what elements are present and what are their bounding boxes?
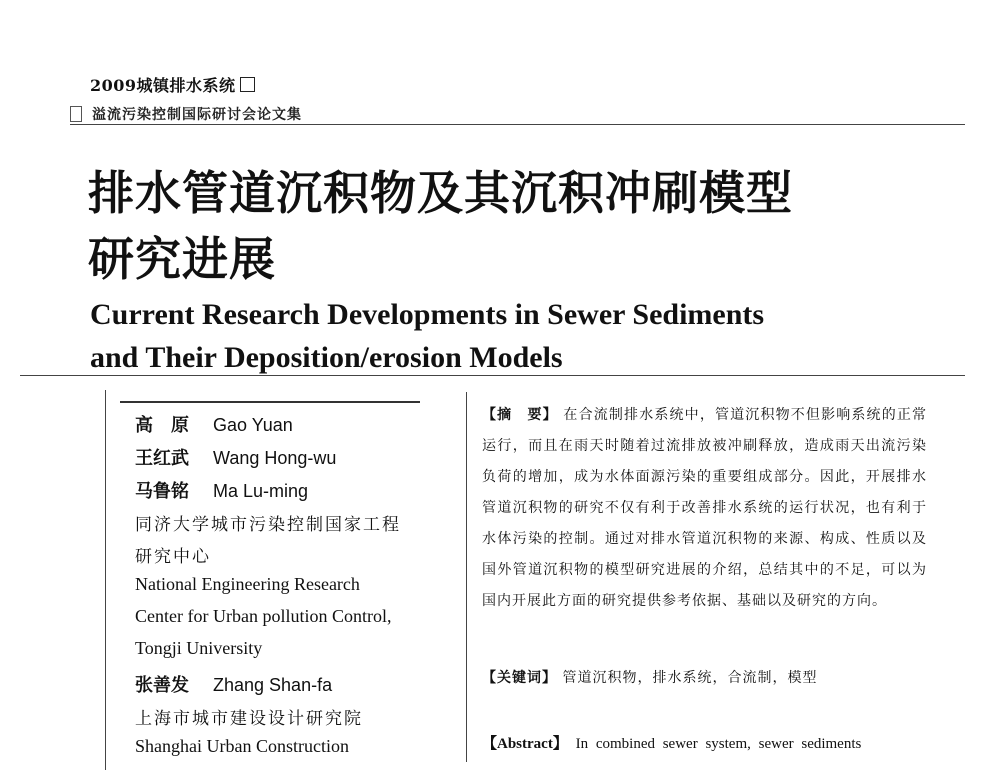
author-1: 高 原 Gao Yuan [135, 415, 293, 436]
author-column-rule [120, 401, 420, 403]
english-abstract [482, 732, 861, 753]
chinese-title-line-2: 研究进展 [88, 232, 276, 286]
affiliation-1-cn-line-1: 同济大学城市污染控制国家工程 [135, 515, 401, 535]
affiliation-2-en: Shanghai Urban Construction [135, 736, 349, 756]
affiliation-1-en-line-1: National Engineering Research [135, 574, 360, 594]
square-box-icon [70, 106, 82, 122]
abstract-text: 在合流制排水系统中，管道沉积物不但影响系统的正常运行，而且在雨天时随着过流排放被冲刷释放，造成雨天出流污染负荷的增加，成为水体面源污染的重要组成部分。因此，开展排水管道沉积物的研究不仅有利于改善排水系统的运行状况，也有利于水体污染的控制。通过对排水管道沉积物的来源、构成、性质以及国外管道沉积物的模型研究进展的介绍，总结其中的不足，可以为国内开展此方面的研究提供参考依据、基础以及研究的方向。 [482, 407, 928, 609]
author-4: 张善发 Zhang Shan-fa [135, 675, 333, 696]
proceedings-subtitle: 溢流污染控制国际研讨会论文集 [92, 107, 302, 123]
square-box-icon [240, 77, 255, 92]
series-title: 2009城镇排水系统 [90, 73, 255, 96]
english-title [90, 293, 764, 379]
abstract-label: 【摘 要】 [482, 407, 558, 423]
keywords [482, 667, 817, 687]
english-title-line-1: Current Research Developments in Sewer Sediments [90, 298, 765, 331]
author-2: 王红武 Wang Hong-wu [135, 448, 337, 469]
column-divider [466, 392, 467, 762]
title-divider [20, 375, 965, 376]
chinese-abstract [482, 400, 927, 617]
header-divider [70, 124, 965, 125]
keywords-text: 管道沉积物，排水系统，合流制，模型 [562, 670, 818, 686]
english-abstract-text: In combined sewer system, sewer sediments [575, 736, 862, 752]
affiliation-2-cn: 上海市城市建设设计研究院 [135, 709, 363, 729]
keywords-label: 【关键词】 [482, 670, 557, 686]
chinese-title [88, 160, 793, 292]
affiliation-1-en-line-3: Tongji University [135, 638, 263, 658]
author-3: 马鲁铭 Ma Lu-ming [135, 481, 309, 502]
affiliation-1-en-line-2: Center for Urban pollution Control, [135, 606, 392, 626]
english-abstract-label: 【Abstract】 [482, 736, 568, 752]
affiliation-1-cn-line-2: 研究中心 [135, 547, 211, 567]
english-title-line-2: and Their Deposition/erosion Models [90, 341, 563, 374]
chinese-title-line-1: 排水管道沉积物及其沉积冲刷模型 [88, 166, 793, 220]
